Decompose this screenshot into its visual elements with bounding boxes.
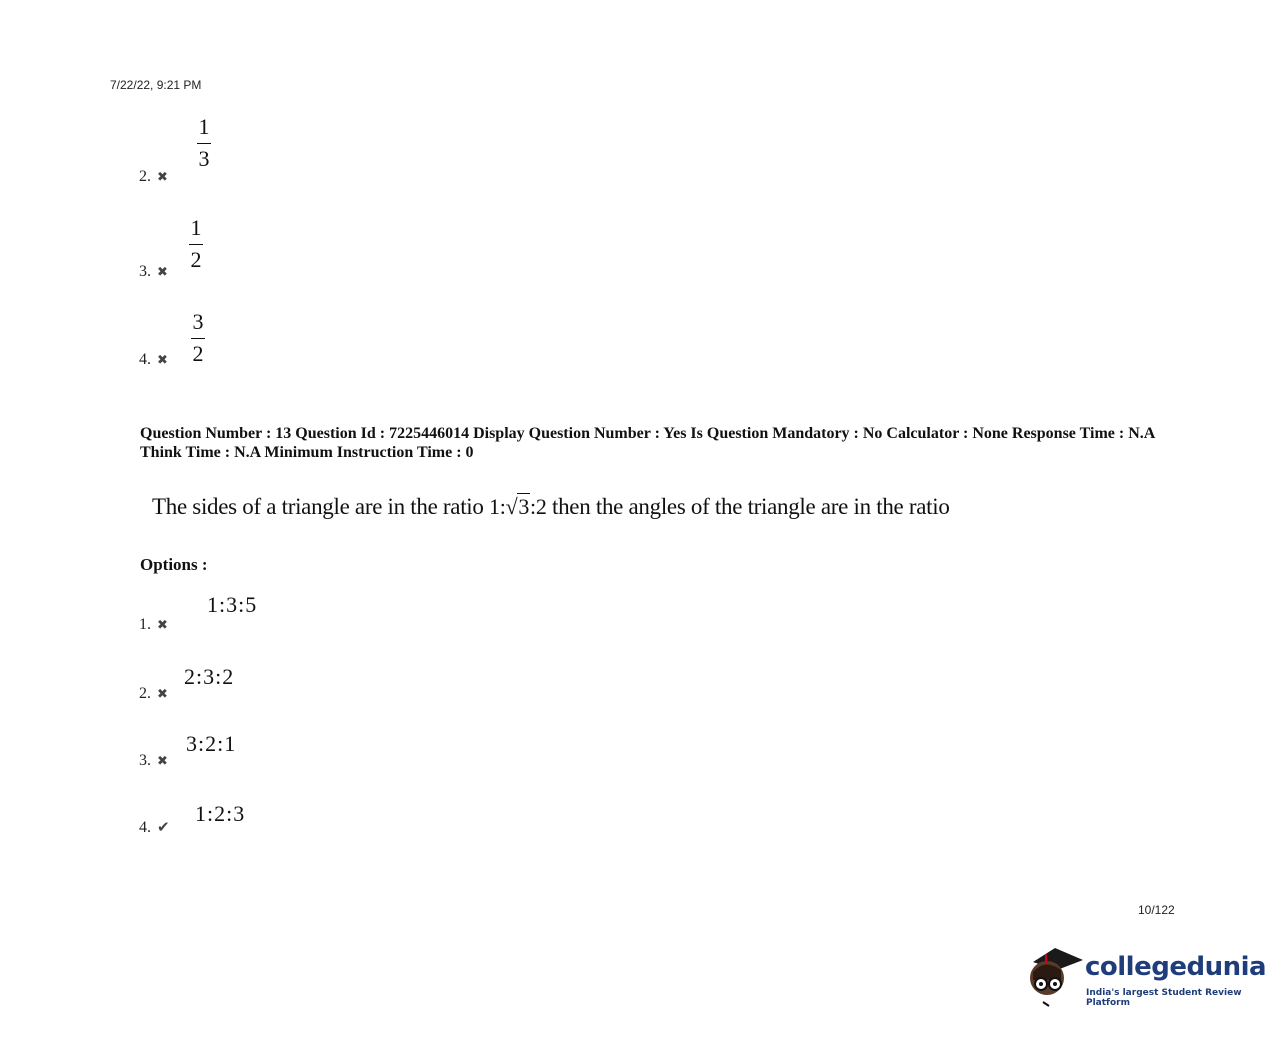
brand-name: collegedunia: [1085, 952, 1267, 982]
question-text: [152, 493, 982, 520]
option-3: [139, 731, 339, 781]
check-icon: ✔: [157, 818, 170, 836]
brand-logo: [1025, 940, 1265, 1010]
option-4: [139, 801, 339, 851]
cross-icon: ✖: [157, 265, 168, 280]
option-2: [139, 664, 339, 714]
option-number: 2.: [139, 168, 151, 185]
denominator: 2: [190, 247, 202, 272]
question-meta: Question Number : 13 Question Id : 7225446014 Display Question Number : Yes Is Question Mandatory : No Calculator : None Response Time : N.A Think Time : N.A Minimum Instruction Time : 0: [140, 425, 1155, 461]
fraction: [189, 217, 203, 271]
option-value: 1:2:3: [195, 801, 246, 826]
fraction-bar: [189, 244, 203, 245]
option-number: 4.: [139, 819, 151, 836]
mascot-icon: [1025, 940, 1085, 1010]
option-number: 3.: [139, 752, 151, 769]
fraction-bar: [191, 338, 205, 339]
fraction-bar: [197, 143, 211, 144]
denominator: 3: [198, 146, 210, 171]
option-value: 1:3:5: [207, 592, 258, 617]
options-label: Options :: [140, 555, 208, 574]
brand-tagline: India's largest Student Review Platform: [1086, 988, 1242, 1008]
math-suffix: :2: [530, 494, 547, 519]
numerator: 1: [198, 114, 210, 139]
option-number: 3.: [139, 263, 151, 280]
fraction: [191, 311, 205, 365]
option-number: 2.: [139, 685, 151, 702]
numerator: 3: [192, 309, 204, 334]
numerator: 1: [190, 215, 202, 240]
option-number: 1.: [139, 616, 151, 633]
cross-icon: ✖: [157, 687, 168, 702]
fraction: [197, 116, 211, 170]
math-prefix: 1:: [489, 494, 506, 519]
denominator: 2: [192, 341, 204, 366]
cross-icon: ✖: [157, 754, 168, 769]
cross-icon: ✖: [157, 353, 168, 368]
cross-icon: ✖: [157, 618, 168, 633]
question-text-before: The sides of a triangle are in the ratio: [152, 494, 490, 519]
print-timestamp: 7/22/22, 9:21 PM: [110, 78, 202, 92]
cross-icon: ✖: [157, 170, 168, 185]
option-value: 3:2:1: [186, 731, 237, 756]
radicand: 3: [518, 494, 530, 519]
square-root: [506, 493, 530, 520]
option-number: 4.: [139, 351, 151, 368]
option-1: [139, 592, 339, 642]
question-text-after: then the angles of the triangle are in the ratio: [546, 494, 950, 519]
option-value: 2:3:2: [184, 664, 235, 689]
page-number: 10/122: [1138, 903, 1175, 917]
radical-sign-icon: √: [505, 494, 518, 519]
